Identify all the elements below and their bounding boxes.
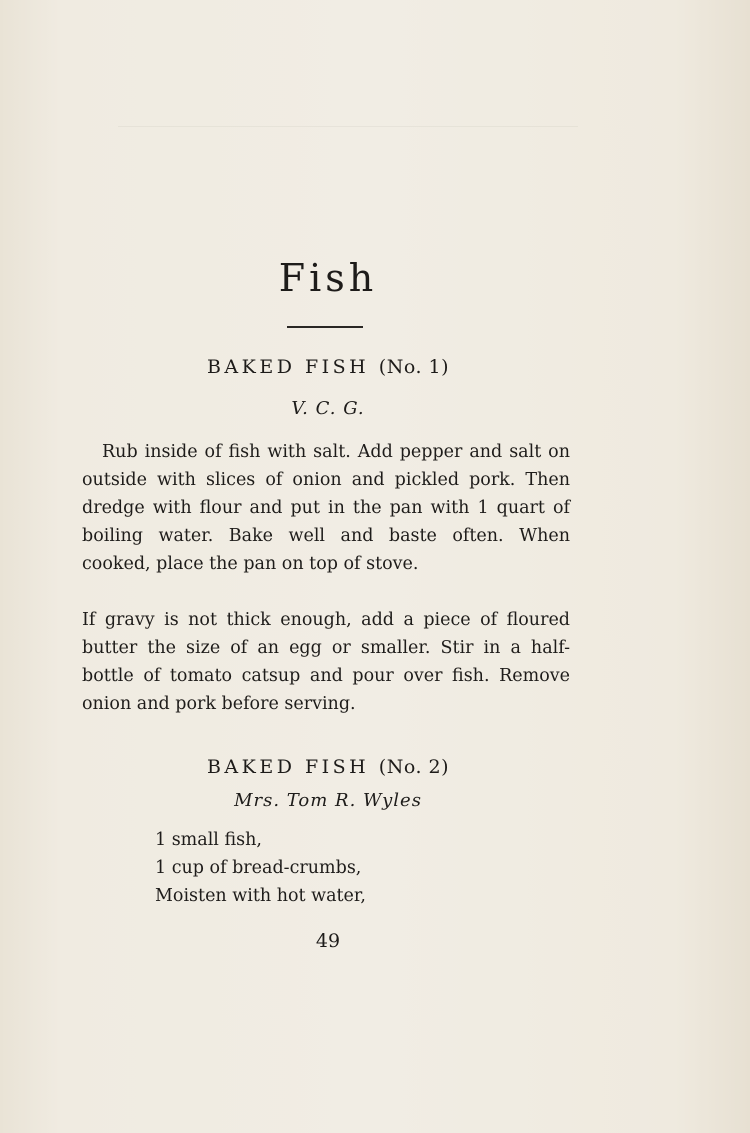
title-divider — [287, 326, 363, 328]
recipe-1-name: BAKED FISH — [206, 356, 370, 378]
recipe-1-paragraph: Rub inside of fish with salt. Add pepper and salt on outside with slices of onion and pickled pork. Then dredge with flour and put in the pan with 1 quart of boiling water. Bake well and baste often. When cooked, place the pan on top of stove. — [82, 442, 570, 574]
recipe-2-name: BAKED FISH — [206, 756, 370, 778]
ingredient-item: 1 small fish, — [155, 830, 262, 850]
bleed-through-shadow — [118, 112, 578, 127]
ingredient-item: Moisten with hot water, — [155, 886, 366, 906]
recipe-2-heading — [0, 756, 656, 778]
recipe-1-paragraph: If gravy is not thick enough, add a piece of floured butter the size of an egg or smaller. Stir in a half-bottle of tomato catsup and pour over fish. Remove onion and pork before serving. — [82, 610, 570, 714]
ingredient-item: 1 cup of bread-crumbs, — [155, 858, 362, 878]
recipe-1-number: (No. 1) — [378, 356, 450, 378]
recipe-2-ingredient-list — [155, 826, 366, 910]
recipe-2-number: (No. 2) — [378, 756, 450, 778]
chapter-title: Fish — [278, 256, 378, 300]
recipe-1-heading — [0, 356, 656, 378]
recipe-1-author: V. C. G. — [291, 398, 365, 419]
page-number: 49 — [315, 930, 341, 952]
recipe-2-author: Mrs. Tom R. Wyles — [234, 790, 422, 811]
